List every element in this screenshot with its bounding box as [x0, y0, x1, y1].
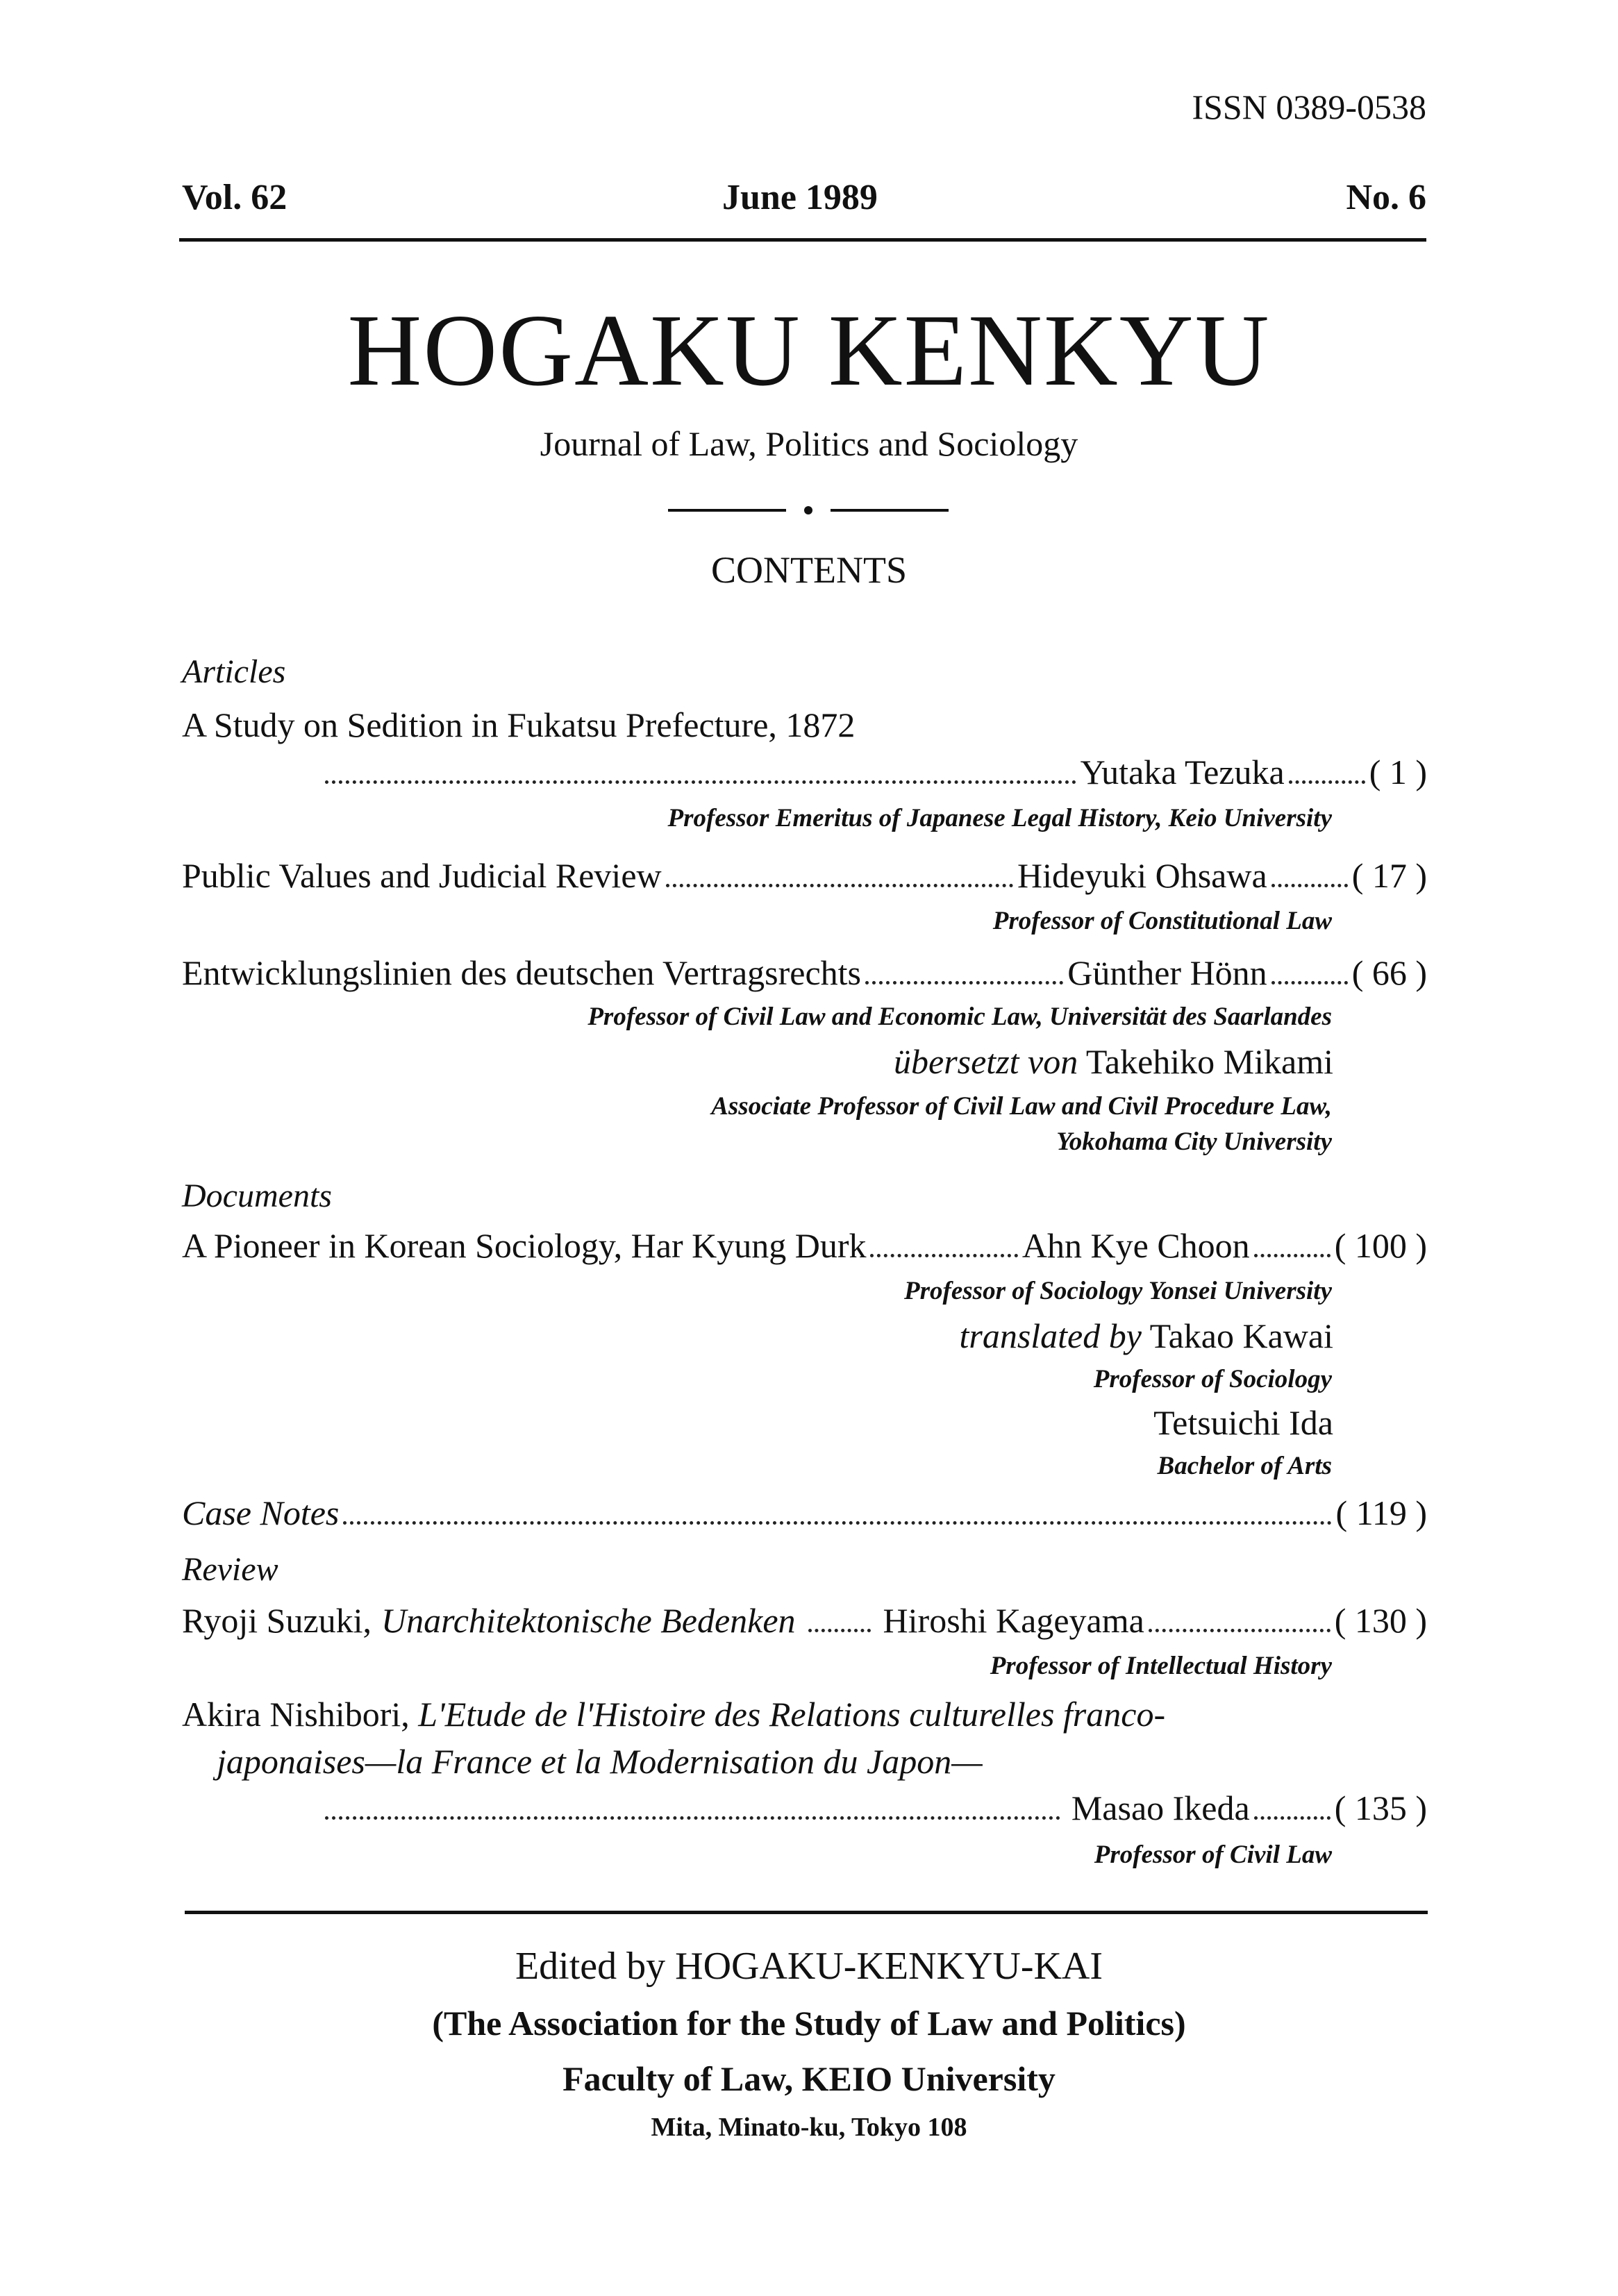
- section-documents: Documents: [182, 1178, 332, 1214]
- leader-dots: [1289, 780, 1365, 784]
- entry-2-author: Hideyuki Ohsawa: [1017, 856, 1267, 895]
- entry-6-title: Unarchitektonische Bedenken: [381, 1601, 796, 1640]
- translator-name: Takehiko Mikami: [1085, 1042, 1333, 1081]
- entry-3-translator-affiliation: Associate Professor of Civil Law and Civil Procedure Law,: [711, 1092, 1332, 1121]
- entry-5-page: ( 119 ): [1335, 1493, 1427, 1532]
- entry-4-translation: [959, 1316, 1333, 1356]
- entry-5-line: [182, 1493, 1427, 1533]
- entry-3-translation: [894, 1041, 1333, 1082]
- bottom-rule: [185, 1911, 1428, 1914]
- leader-dots: [1254, 1254, 1331, 1257]
- entry-2-title: Public Values and Judicial Review: [182, 856, 662, 895]
- entry-3-affiliation: Professor of Civil Law and Economic Law, Universität des Saarlandes: [587, 1003, 1332, 1031]
- entry-7-title-line-2: japonaises—la France et la Modernisation du Japon—: [217, 1742, 983, 1781]
- issue-number: No. 6: [1346, 178, 1426, 217]
- translation-label: übersetzt von: [894, 1042, 1078, 1081]
- volume: Vol. 62: [182, 178, 287, 217]
- entry-4-title: A Pioneer in Korean Sociology, Har Kyung Durk: [182, 1226, 867, 1265]
- entry-3-translator-affiliation-2: Yokohama City University: [1056, 1128, 1332, 1156]
- issue-date: June 1989: [722, 178, 878, 217]
- leader-dots: [343, 1521, 1331, 1525]
- entry-7-author: Masao Ikeda: [1071, 1788, 1250, 1827]
- leader-dots: [1149, 1629, 1331, 1632]
- leader-dots: [808, 1629, 871, 1632]
- entry-6-title-author: Ryoji Suzuki,: [182, 1601, 372, 1640]
- entry-7-title: L'Etude de l'Histoire des Relations culturelles franco-: [418, 1695, 1166, 1734]
- edited-by: Edited by HOGAKU-KENKYU-KAI: [515, 1945, 1103, 1988]
- leader-dots: [1271, 884, 1348, 887]
- entry-4-translator-affiliation: Professor of Sociology: [1093, 1365, 1332, 1393]
- entry-1-page: ( 1 ): [1369, 753, 1427, 791]
- faculty-name: Faculty of Law, KEIO University: [562, 2059, 1056, 2098]
- entry-7-line: [321, 1788, 1427, 1828]
- leader-dots: [1271, 981, 1348, 984]
- entry-2-page: ( 17 ): [1351, 856, 1427, 895]
- issn: ISSN 0389-0538: [1192, 87, 1426, 126]
- entry-1-author: Yutaka Tezuka: [1080, 753, 1285, 791]
- entry-3-title: Entwicklungslinien des deutschen Vertragsrechts: [182, 953, 862, 992]
- top-rule: [179, 238, 1426, 242]
- translator-name: Takao Kawai: [1149, 1316, 1333, 1355]
- ornament-line-right: [831, 509, 949, 512]
- contents-heading: CONTENTS: [711, 549, 907, 591]
- entry-4-affiliation: Professor of Sociology Yonsei University: [904, 1277, 1332, 1305]
- entry-6-page: ( 130 ): [1334, 1601, 1427, 1640]
- leader-dots: [325, 1816, 1060, 1820]
- leader-dots: [1254, 1816, 1331, 1820]
- leader-dots: [870, 1254, 1017, 1257]
- entry-7-title-author: Akira Nishibori,: [182, 1695, 419, 1734]
- entry-7-page: ( 135 ): [1334, 1788, 1427, 1827]
- entry-4-line: [182, 1225, 1427, 1266]
- section-articles: Articles: [182, 653, 286, 690]
- leader-dots: [865, 981, 1063, 984]
- entry-3-page: ( 66 ): [1351, 953, 1427, 992]
- entry-6-affiliation: Professor of Intellectual History: [990, 1652, 1332, 1680]
- entry-3-line: [182, 953, 1427, 993]
- entry-4-translator-2-affiliation: Bachelor of Arts: [1157, 1452, 1332, 1480]
- entry-2-affiliation: Professor of Constitutional Law: [992, 907, 1332, 935]
- entry-4-page: ( 100 ): [1334, 1226, 1427, 1265]
- address: Mita, Minato-ku, Tokyo 108: [651, 2113, 967, 2142]
- entry-7-title-line-1: [182, 1694, 1165, 1734]
- translation-label: translated by: [959, 1316, 1142, 1355]
- association-name: (The Association for the Study of Law and Politics): [432, 2004, 1186, 2043]
- leader-dots: [666, 884, 1013, 887]
- entry-6-author: Hiroshi Kageyama: [883, 1601, 1144, 1640]
- ornament-line-left: [668, 509, 786, 512]
- leader-dots: [325, 780, 1076, 784]
- entry-3-author: Günther Hönn: [1067, 953, 1267, 992]
- entry-7-affiliation: Professor of Civil Law: [1094, 1841, 1332, 1869]
- entry-4-translator-2: Tetsuichi Ida: [1153, 1403, 1333, 1442]
- entry-4-author: Ahn Kye Choon: [1021, 1226, 1250, 1265]
- journal-subtitle: Journal of Law, Politics and Sociology: [540, 424, 1078, 463]
- section-review: Review: [182, 1551, 278, 1588]
- entry-6-line: [182, 1600, 1427, 1641]
- entry-1-line: [321, 752, 1427, 792]
- entry-2-line: [182, 855, 1427, 896]
- entry-1-affiliation: Professor Emeritus of Japanese Legal History, Keio University: [667, 804, 1332, 832]
- section-case-notes: Case Notes: [182, 1493, 340, 1532]
- journal-title: HOGAKU KENKYU: [347, 294, 1271, 408]
- ornament-dot: [804, 506, 812, 514]
- entry-1-title: A Study on Sedition in Fukatsu Prefecture, 1872: [182, 705, 856, 744]
